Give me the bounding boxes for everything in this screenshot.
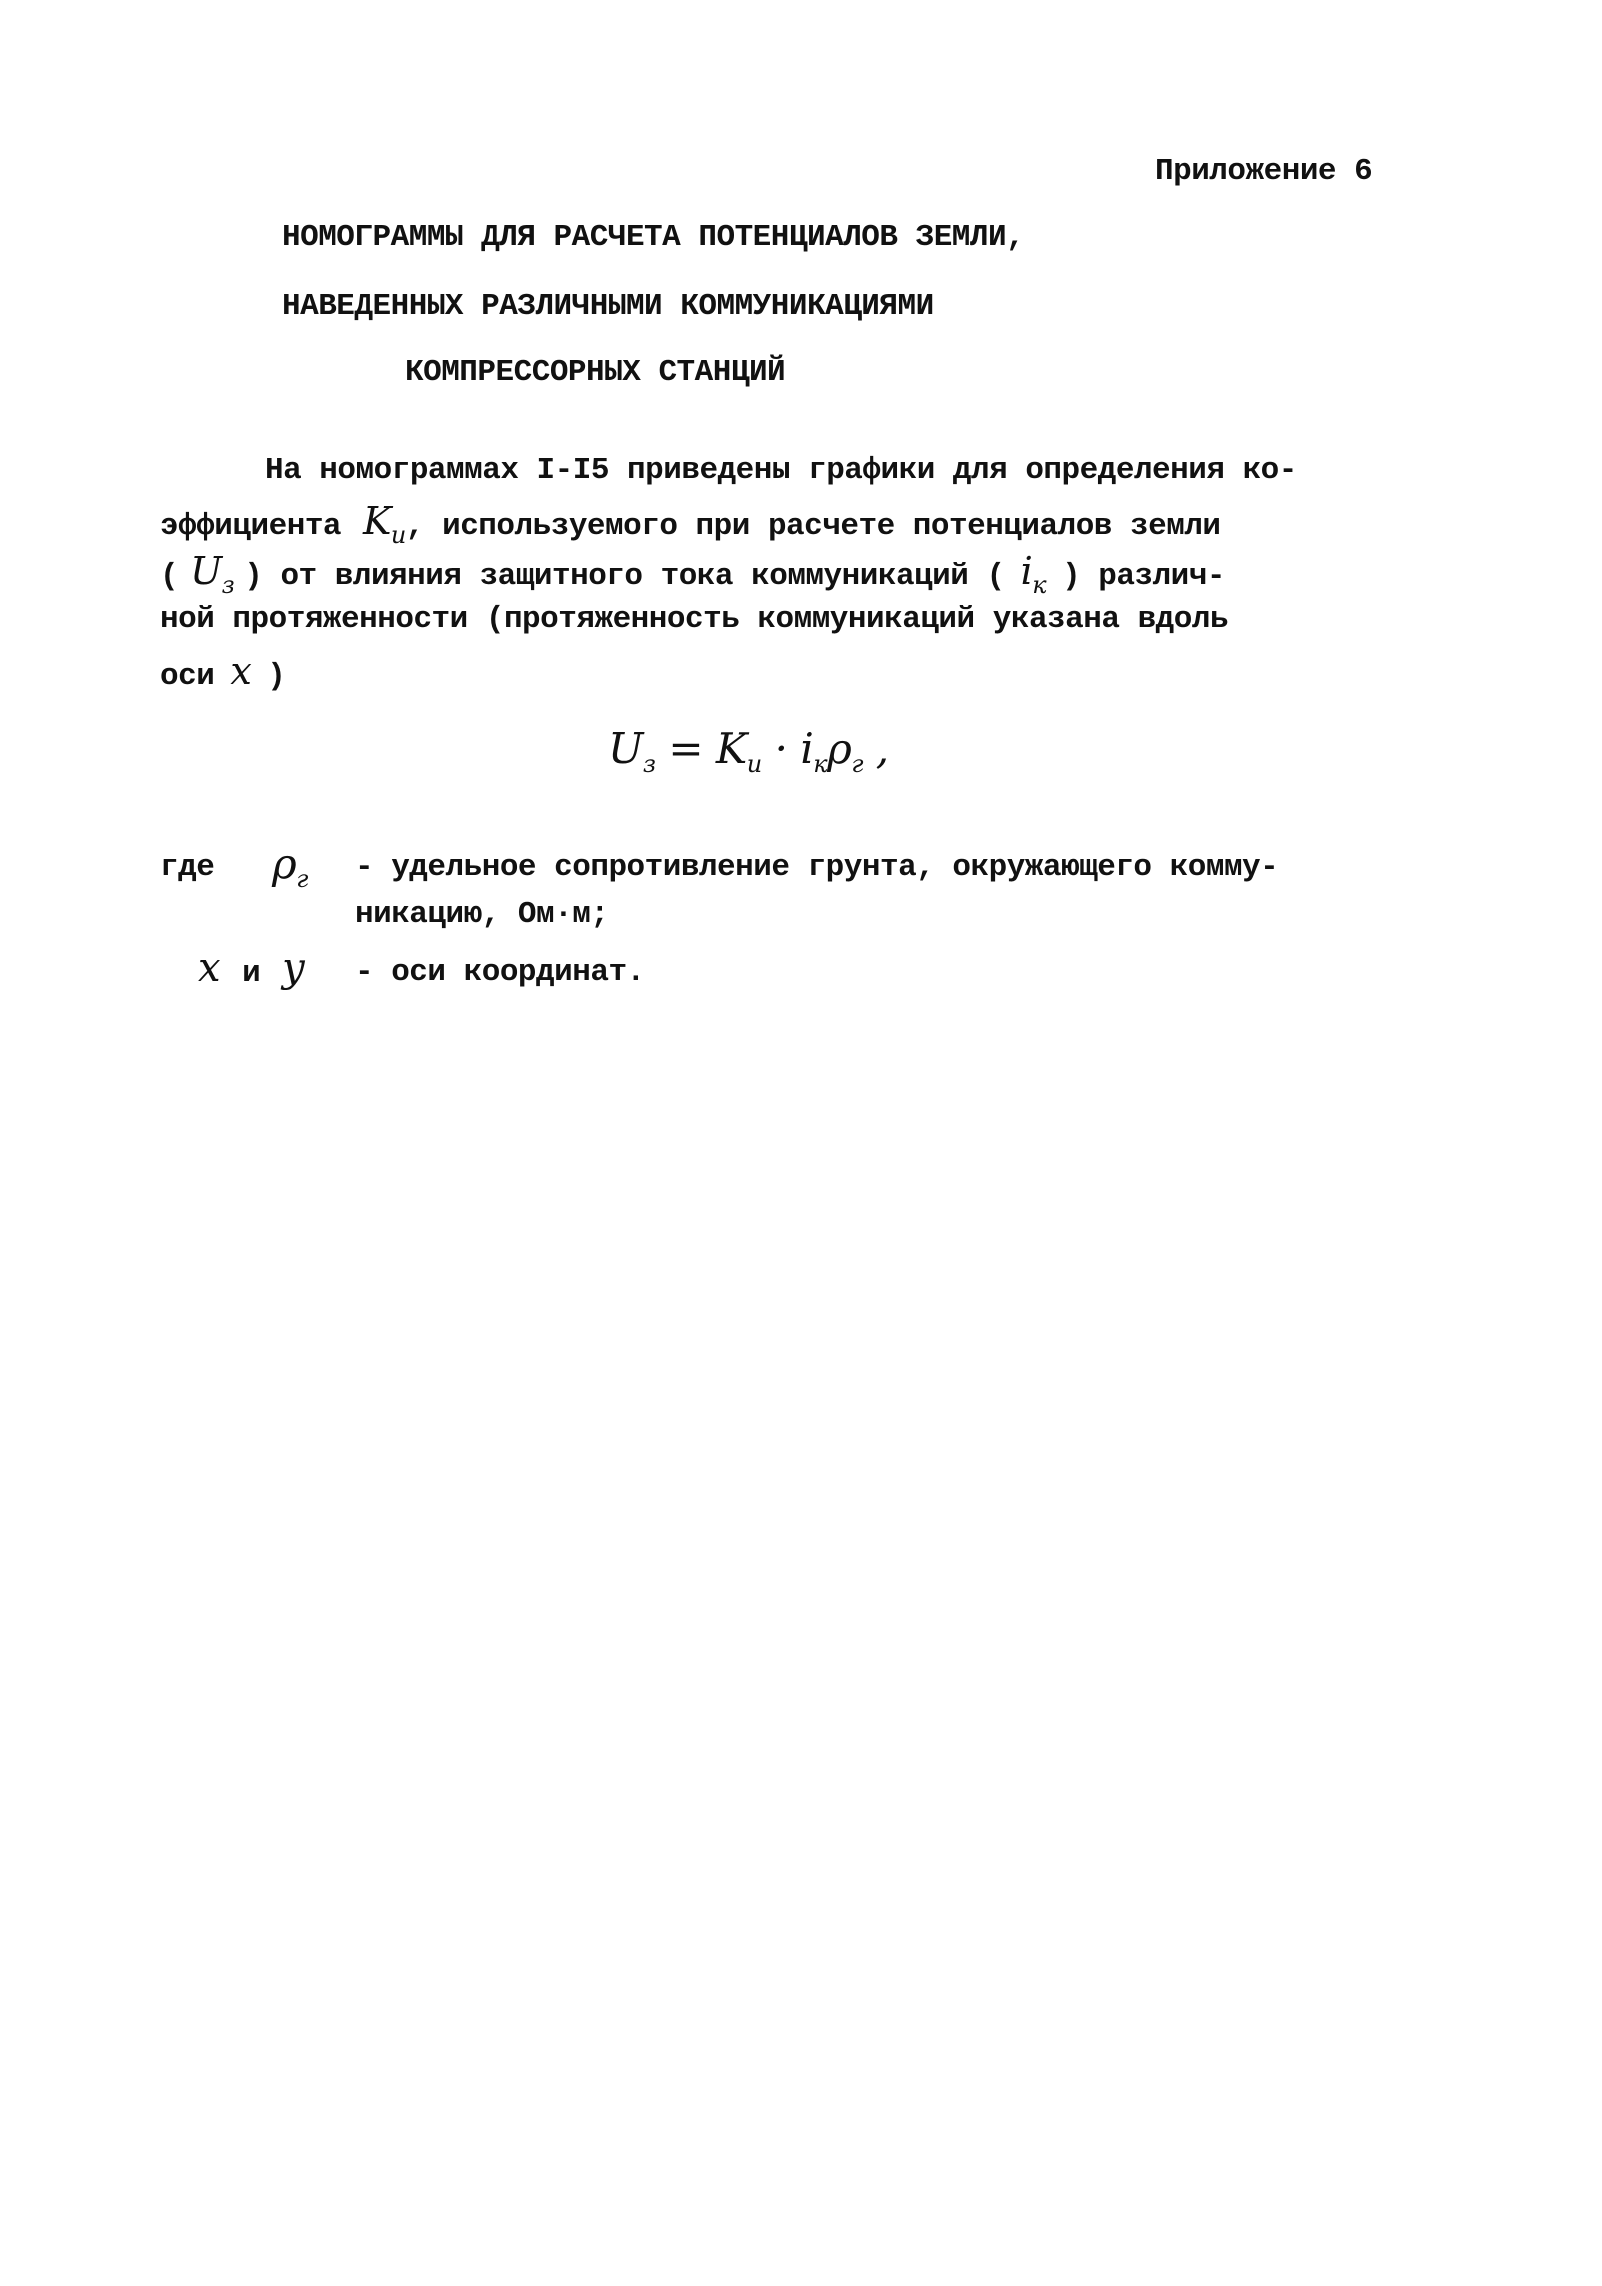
axes-symbols — [198, 945, 305, 991]
paragraph-text: ) различ- — [1062, 559, 1225, 594]
appendix-label: Приложение 6 — [1155, 154, 1373, 189]
paragraph-line-5 — [160, 649, 286, 694]
symbol-u-subscript: з — [221, 571, 235, 599]
rho-definition-line-1: - удельное сопротивление грунта, окружающего комму- — [355, 850, 1279, 885]
axes-definition: - оси координат. — [355, 955, 645, 990]
symbol-k: K — [363, 499, 391, 543]
formula — [608, 724, 889, 778]
paragraph-line-3 — [160, 549, 1225, 599]
paragraph-line-2 — [160, 499, 1221, 549]
axis-x-symbol: x — [230, 649, 252, 693]
paragraph-text: ) — [267, 659, 286, 694]
formula-i: i — [800, 724, 814, 773]
formula-u: U — [608, 724, 643, 773]
coefficient-symbol — [363, 499, 406, 549]
formula-equals: = — [655, 724, 716, 773]
rho-subscript: г — [296, 865, 308, 893]
symbol-i: i — [1020, 549, 1033, 593]
formula-i-subscript: к — [813, 750, 828, 778]
potential-symbol — [190, 549, 235, 599]
paragraph-line-1: На номограммах I-I5 приведены графики для определения ко- — [265, 453, 1297, 488]
symbol-u: U — [190, 549, 222, 593]
paragraph-text: эффициента — [160, 509, 342, 544]
current-symbol — [1020, 549, 1047, 599]
formula-u-subscript: з — [642, 750, 656, 778]
paragraph-text: оси — [160, 659, 215, 694]
axes-conjunction: и — [242, 956, 261, 991]
symbol-k-subscript: u — [390, 521, 406, 549]
symbol-i-subscript: к — [1032, 571, 1047, 599]
rho-definition-line-2: никацию, Ом·м; — [355, 897, 609, 932]
formula-rho-subscript: г — [851, 750, 863, 778]
formula-k-subscript: u — [746, 750, 762, 778]
paragraph-text: ( — [160, 559, 179, 594]
title-line-2: НАВЕДЕННЫХ РАЗЛИЧНЫМИ КОММУНИКАЦИЯМИ — [282, 289, 934, 324]
formula-dot: · — [761, 724, 801, 773]
axis-y-glyph: y — [282, 945, 305, 991]
paragraph-text: ) от влияния защитного тока коммуникаций ( — [244, 559, 1005, 594]
formula-rho: ρ — [827, 724, 852, 773]
rho-glyph: ρ — [272, 839, 297, 888]
axis-x-glyph: x — [198, 945, 221, 991]
formula-comma: , — [862, 724, 889, 773]
paragraph-text: , используемого при расчете потенциалов земли — [405, 509, 1221, 544]
where-label: где — [160, 850, 215, 885]
formula-k: K — [715, 724, 747, 773]
rho-symbol — [272, 839, 308, 893]
paragraph-line-4: ной протяженности (протяженность коммуникаций указана вдоль — [160, 602, 1229, 637]
title-line-3: КОМПРЕССОРНЫХ СТАНЦИЙ — [405, 355, 786, 390]
title-line-1: НОМОГРАММЫ ДЛЯ РАСЧЕТА ПОТЕНЦИАЛОВ ЗЕМЛИ, — [282, 220, 1025, 255]
